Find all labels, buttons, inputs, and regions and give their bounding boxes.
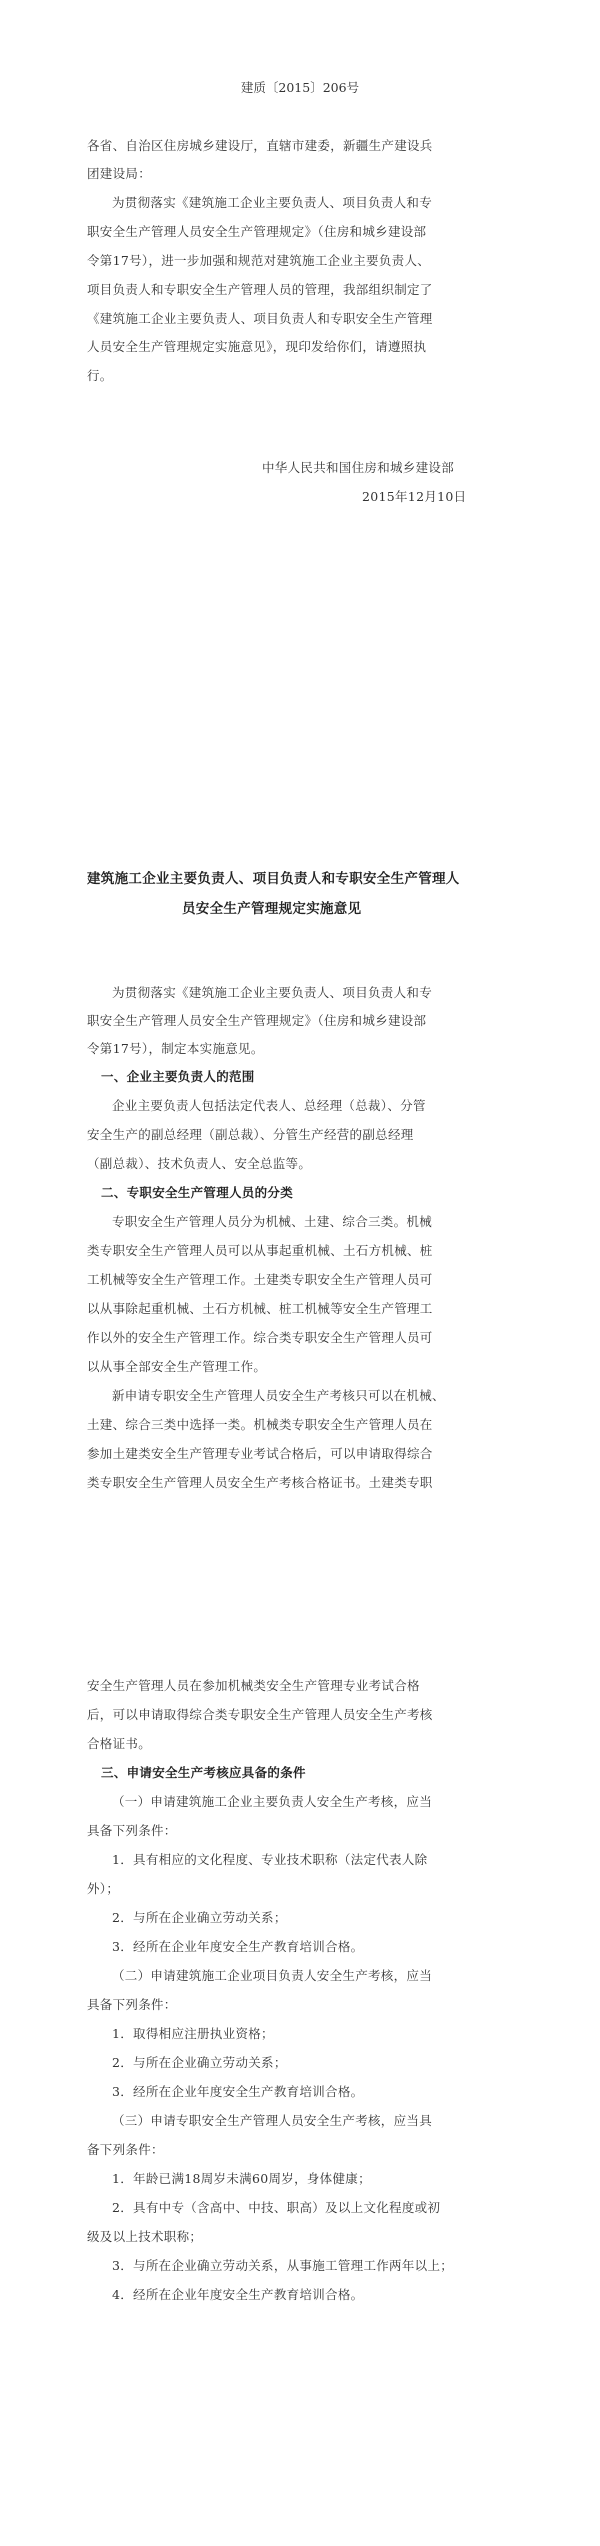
body-line: 为贯彻落实《建筑施工企业主要负责人、项目负责人和专 — [112, 195, 433, 210]
condition-line: （一）申请建筑施工企业主要负责人安全生产考核，应当 — [112, 1794, 433, 1809]
condition-item: 2．具有中专（含高中、中技、职高）及以上文化程度或初 — [112, 2200, 441, 2215]
condition-line: 具备下列条件： — [87, 1997, 177, 2012]
issue-date: 2015年12月10日 — [362, 489, 467, 504]
intro-line: 职安全生产管理人员安全生产管理规定》（住房和城乡建设部 — [87, 1013, 427, 1028]
condition-item: 外）； — [87, 1881, 120, 1896]
section-line: 参加土建类安全生产管理专业考试合格后，可以申请取得综合 — [87, 1446, 433, 1461]
section-heading: 三、申请安全生产考核应具备的条件 — [101, 1765, 306, 1780]
condition-item: 3．经所在企业年度安全生产教育培训合格。 — [112, 1939, 364, 1954]
condition-item: 3．与所在企业确立劳动关系，从事施工管理工作两年以上； — [112, 2258, 454, 2273]
body-line: 职安全生产管理人员安全生产管理规定》（住房和城乡建设部 — [87, 224, 427, 239]
condition-item: 级及以上技术职称； — [87, 2229, 203, 2244]
condition-item: 2．与所在企业确立劳动关系； — [112, 1910, 287, 1925]
condition-line: （三）申请专职安全生产管理人员安全生产考核，应当具 — [112, 2113, 433, 2128]
condition-line: （二）申请建筑施工企业项目负责人安全生产考核，应当 — [112, 1968, 433, 1983]
section-line: 以从事除起重机械、土石方机械、桩工机械等安全生产管理工 — [87, 1301, 433, 1316]
condition-item: 1．具有相应的文化程度、专业技术职称（法定代表人除 — [112, 1852, 428, 1867]
section-line: 安全生产的副总经理（副总裁）、分管生产经营的副总经理 — [87, 1127, 414, 1142]
body-line: 《建筑施工企业主要负责人、项目负责人和专职安全生产管理 — [87, 311, 433, 326]
condition-item: 1．取得相应注册执业资格； — [112, 2026, 274, 2041]
section-line: 合格证书。 — [87, 1736, 152, 1751]
section-line: 作以外的安全生产管理工作。综合类专职安全生产管理人员可 — [87, 1330, 433, 1345]
recipients-line: 各省、自治区住房城乡建设厅，直辖市建委，新疆生产建设兵 — [87, 138, 433, 153]
condition-line: 备下列条件： — [87, 2142, 164, 2157]
section-line: 新申请专职安全生产管理人员安全生产考核只可以在机械、 — [112, 1388, 445, 1403]
recipients-line: 团建设局： — [87, 166, 152, 181]
section-heading: 一、企业主要负责人的范围 — [101, 1069, 255, 1084]
intro-line: 令第17号），制定本实施意见。 — [87, 1041, 264, 1056]
section-line: 后，可以申请取得综合类专职安全生产管理人员安全生产考核 — [87, 1707, 433, 1722]
body-line: 行。 — [87, 368, 113, 383]
intro-line: 为贯彻落实《建筑施工企业主要负责人、项目负责人和专 — [112, 985, 433, 1000]
opinion-title: 建筑施工企业主要负责人、项目负责人和专职安全生产管理人 — [87, 871, 460, 887]
condition-item: 1．年龄已满18周岁未满60周岁，身体健康； — [112, 2171, 371, 2186]
section-line: 土建、综合三类中选择一类。机械类专职安全生产管理人员在 — [87, 1417, 433, 1432]
condition-line: 具备下列条件： — [87, 1823, 177, 1838]
section-line: 类专职安全生产管理人员可以从事起重机械、土石方机械、桩 — [87, 1243, 433, 1258]
body-line: 令第17号），进一步加强和规范对建筑施工企业主要负责人、 — [87, 253, 431, 268]
section-line: 安全生产管理人员在参加机械类安全生产管理专业考试合格 — [87, 1678, 420, 1693]
section-line: 企业主要负责人包括法定代表人、总经理（总裁）、分管 — [112, 1098, 426, 1113]
body-line: 项目负责人和专职安全生产管理人员的管理，我部组织制定了 — [87, 282, 433, 297]
opinion-title: 员安全生产管理规定实施意见 — [182, 901, 362, 917]
section-line: 类专职安全生产管理人员安全生产考核合格证书。土建类专职 — [87, 1475, 433, 1490]
section-line: （副总裁）、技术负责人、安全总监等。 — [87, 1156, 312, 1171]
section-line: 工机械等安全生产管理工作。土建类专职安全生产管理人员可 — [87, 1272, 433, 1287]
section-heading: 二、专职安全生产管理人员的分类 — [101, 1185, 294, 1200]
condition-item: 4．经所在企业年度安全生产教育培训合格。 — [112, 2287, 364, 2302]
condition-item: 2．与所在企业确立劳动关系； — [112, 2055, 287, 2070]
body-line: 人员安全生产管理规定实施意见》，现印发给你们，请遵照执 — [87, 339, 427, 354]
section-line: 专职安全生产管理人员分为机械、土建、综合三类。机械 — [112, 1214, 433, 1229]
section-line: 以从事全部安全生产管理工作。 — [87, 1359, 267, 1374]
condition-item: 3．经所在企业年度安全生产教育培训合格。 — [112, 2084, 364, 2099]
issuer: 中华人民共和国住房和城乡建设部 — [262, 460, 455, 475]
document-number: 建质〔2015〕206号 — [240, 80, 360, 95]
